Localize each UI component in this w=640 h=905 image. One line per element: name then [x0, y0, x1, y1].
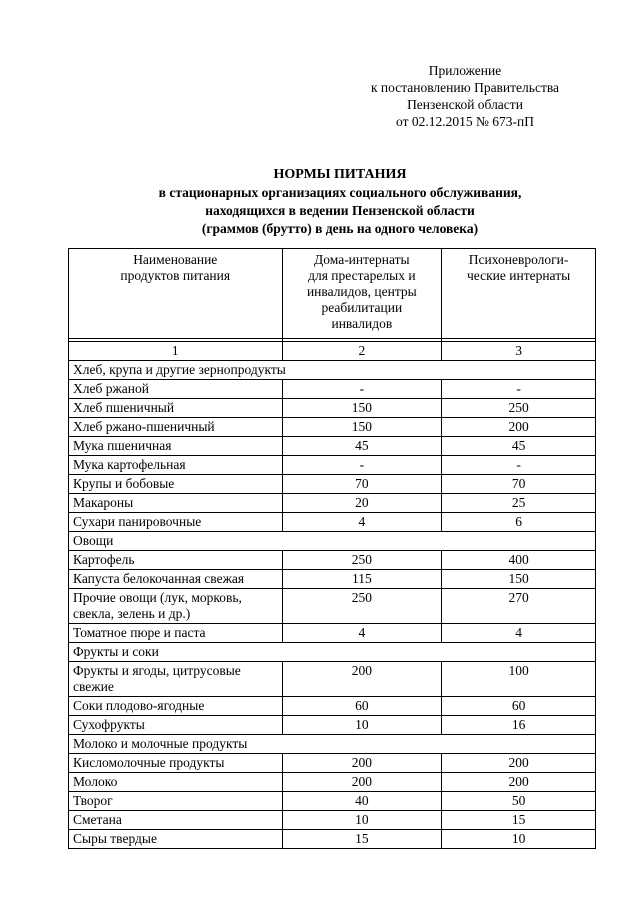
psycho-neuro-value: 250 [442, 399, 596, 418]
table-row [69, 811, 596, 830]
header-line: реабилитации [321, 300, 403, 315]
product-name: Молоко [69, 773, 283, 792]
psycho-neuro-value: 45 [442, 437, 596, 456]
category-row [69, 735, 596, 754]
product-name: Хлеб пшеничный [69, 399, 283, 418]
category-row [69, 643, 596, 662]
table-row [69, 456, 596, 475]
product-name: Сухофрукты [69, 716, 283, 735]
header-elderly-homes [282, 249, 442, 339]
elderly-homes-value: 200 [282, 773, 442, 792]
header-line: ческие интернаты [466, 268, 571, 283]
header-line: инвалидов [331, 316, 393, 331]
psycho-neuro-value: 6 [442, 513, 596, 532]
category-name: Фрукты и соки [69, 643, 596, 662]
elderly-homes-value: 70 [282, 475, 442, 494]
elderly-homes-value: 115 [282, 570, 442, 589]
psycho-neuro-value: 10 [442, 830, 596, 849]
annex-line-1: Приложение [428, 63, 502, 78]
table-row [69, 437, 596, 456]
table-row [69, 716, 596, 735]
elderly-homes-value: 10 [282, 716, 442, 735]
product-name: Сметана [69, 811, 283, 830]
product-name: Мука картофельная [69, 456, 283, 475]
psycho-neuro-value: 200 [442, 754, 596, 773]
header-psycho-neuro [442, 249, 596, 339]
product-name: Прочие овощи (лук, морковь, свекла, зелень и др.) [69, 589, 283, 624]
elderly-homes-value: 200 [282, 754, 442, 773]
psycho-neuro-value: 16 [442, 716, 596, 735]
table-row [69, 418, 596, 437]
product-name: Макароны [69, 494, 283, 513]
elderly-homes-value: 10 [282, 811, 442, 830]
psycho-neuro-value: 400 [442, 551, 596, 570]
category-name: Хлеб, крупа и другие зернопродукты [69, 361, 596, 380]
elderly-homes-value: - [282, 380, 442, 399]
table-row [69, 513, 596, 532]
psycho-neuro-value: - [442, 380, 596, 399]
category-name: Молоко и молочные продукты [69, 735, 596, 754]
elderly-homes-value: 200 [282, 662, 442, 697]
table-row [69, 697, 596, 716]
table-row [69, 380, 596, 399]
elderly-homes-value: 15 [282, 830, 442, 849]
table-row [69, 570, 596, 589]
annex-line-4: от 02.12.2015 № 673-пП [396, 114, 534, 129]
elderly-homes-value: 250 [282, 589, 442, 624]
header-line: Дома-интернаты [314, 252, 410, 267]
psycho-neuro-value: 50 [442, 792, 596, 811]
elderly-homes-value: 4 [282, 624, 442, 643]
category-row [69, 532, 596, 551]
header-line: Психоневрологи- [468, 252, 569, 267]
product-name: Томатное пюре и паста [69, 624, 283, 643]
table-row [69, 589, 596, 624]
header-product-name [69, 249, 283, 339]
elderly-homes-value: 40 [282, 792, 442, 811]
product-name: Сыры твердые [69, 830, 283, 849]
annex-block [340, 62, 590, 130]
psycho-neuro-value: 25 [442, 494, 596, 513]
table-header-row [69, 249, 596, 339]
document-title [60, 166, 620, 238]
column-number: 3 [442, 342, 596, 361]
category-name: Овощи [69, 532, 596, 551]
title-line-4: (граммов (брутто) в день на одного человека) [201, 221, 479, 236]
psycho-neuro-value: - [442, 456, 596, 475]
title-line-3: находящихся в ведении Пензенской области [205, 203, 475, 218]
product-name: Кисломолочные продукты [69, 754, 283, 773]
annex-line-3: Пензенской области [407, 97, 523, 112]
elderly-homes-value: 20 [282, 494, 442, 513]
elderly-homes-value: 250 [282, 551, 442, 570]
elderly-homes-value: 45 [282, 437, 442, 456]
title-line-2: в стационарных организациях социального обслуживания, [158, 185, 522, 200]
title-line-1: НОРМЫ ПИТАНИЯ [273, 167, 407, 182]
table-row [69, 662, 596, 697]
product-name: Хлеб ржано-пшеничный [69, 418, 283, 437]
table-row [69, 624, 596, 643]
column-number-row [69, 342, 596, 361]
product-name: Сухари панировочные [69, 513, 283, 532]
category-row [69, 361, 596, 380]
psycho-neuro-value: 200 [442, 418, 596, 437]
column-number: 1 [69, 342, 283, 361]
psycho-neuro-value: 270 [442, 589, 596, 624]
table-row [69, 792, 596, 811]
elderly-homes-value: 150 [282, 399, 442, 418]
annex-line-2: к постановлению Правительства [370, 80, 560, 95]
header-line: инвалидов, центры [306, 284, 417, 299]
table-body [69, 339, 596, 849]
nutrition-norms-table [68, 248, 596, 849]
table-row [69, 399, 596, 418]
header-line: Наименование [133, 252, 218, 267]
elderly-homes-value: - [282, 456, 442, 475]
psycho-neuro-value: 150 [442, 570, 596, 589]
product-name: Мука пшеничная [69, 437, 283, 456]
header-line: для престарелых и [308, 268, 416, 283]
psycho-neuro-value: 70 [442, 475, 596, 494]
psycho-neuro-value: 4 [442, 624, 596, 643]
column-number: 2 [282, 342, 442, 361]
header-line: продуктов питания [120, 268, 231, 283]
product-name: Творог [69, 792, 283, 811]
product-name: Соки плодово-ягодные [69, 697, 283, 716]
psycho-neuro-value: 15 [442, 811, 596, 830]
product-name: Фрукты и ягоды, цитрусовые свежие [69, 662, 283, 697]
product-name: Картофель [69, 551, 283, 570]
product-name: Крупы и бобовые [69, 475, 283, 494]
elderly-homes-value: 150 [282, 418, 442, 437]
elderly-homes-value: 4 [282, 513, 442, 532]
table-row [69, 830, 596, 849]
product-name: Капуста белокочанная свежая [69, 570, 283, 589]
table-row [69, 754, 596, 773]
table-row [69, 551, 596, 570]
product-name: Хлеб ржаной [69, 380, 283, 399]
psycho-neuro-value: 60 [442, 697, 596, 716]
table-row [69, 773, 596, 792]
elderly-homes-value: 60 [282, 697, 442, 716]
psycho-neuro-value: 200 [442, 773, 596, 792]
table-row [69, 475, 596, 494]
table-row [69, 494, 596, 513]
psycho-neuro-value: 100 [442, 662, 596, 697]
